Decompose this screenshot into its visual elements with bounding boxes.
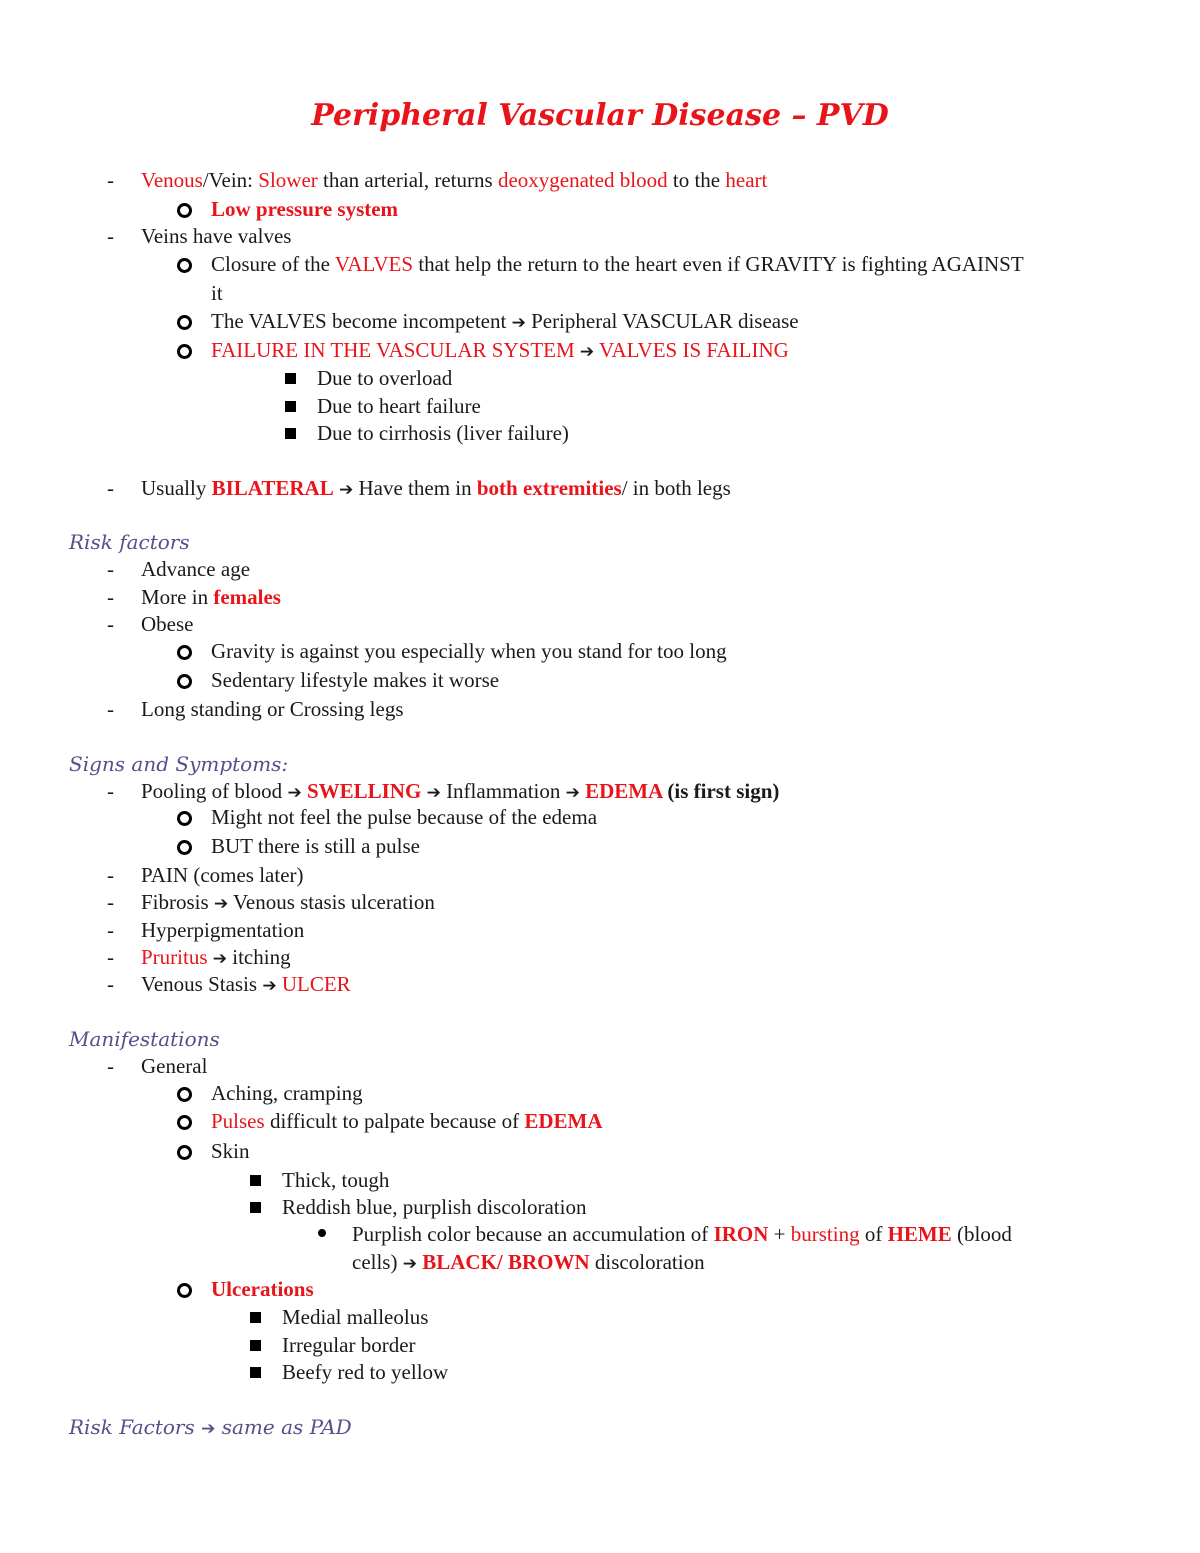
square-bullet bbox=[285, 373, 296, 384]
venous-line: Venous/Vein: Slower than arterial, returns deoxygenated blood to the heart bbox=[141, 168, 768, 192]
square-bullet bbox=[250, 1175, 261, 1186]
circle-bullet bbox=[177, 811, 192, 826]
failure-line: FAILURE IN THE VASCULAR SYSTEM ➔ VALVES IS FAILING bbox=[211, 338, 789, 362]
dash-bullet: - bbox=[107, 863, 114, 887]
risk-item: More in females bbox=[141, 585, 281, 609]
square-bullet bbox=[250, 1202, 261, 1213]
circle-bullet bbox=[177, 344, 192, 359]
risk-item: Advance age bbox=[141, 557, 251, 581]
arrow-icon: ➔ bbox=[287, 783, 302, 803]
square-bullet bbox=[285, 428, 296, 439]
ulcerations-line: Ulcerations bbox=[211, 1277, 314, 1301]
dash-bullet: - bbox=[107, 557, 114, 581]
obese-sub-item: Sedentary lifestyle makes it worse bbox=[211, 668, 500, 692]
circle-bullet bbox=[177, 1087, 192, 1102]
low-pressure-line: Low pressure system bbox=[211, 197, 399, 221]
skin-item: Reddish blue, purplish discoloration bbox=[282, 1195, 587, 1219]
general-sub-item: Skin bbox=[211, 1139, 250, 1163]
arrow-icon: ➔ bbox=[338, 480, 354, 500]
circle-bullet bbox=[177, 203, 192, 218]
dash-bullet: - bbox=[107, 612, 114, 636]
arrow-icon: ➔ bbox=[212, 949, 228, 969]
risk-item: Obese bbox=[141, 612, 194, 636]
dash-bullet: - bbox=[107, 890, 114, 914]
dash-bullet: - bbox=[107, 1054, 114, 1078]
pooling-sub-item: BUT there is still a pulse bbox=[211, 834, 421, 858]
arrow-icon: ➔ bbox=[402, 1254, 417, 1274]
square-bullet bbox=[250, 1312, 261, 1323]
closure-line-cont: it bbox=[211, 281, 223, 305]
skin-item: Thick, tough bbox=[282, 1168, 390, 1192]
circle-bullet bbox=[177, 1283, 192, 1298]
general-sub-item: Pulses difficult to palpate because of EDEMA bbox=[211, 1109, 603, 1133]
section-heading-risk-factors-pad: Risk Factors ➔ same as PAD bbox=[69, 1415, 352, 1439]
sign-item: Venous Stasis ➔ ULCER bbox=[141, 972, 351, 996]
circle-bullet bbox=[177, 1145, 192, 1160]
incompetent-line: The VALVES become incompetent ➔ Peripheral VASCULAR disease bbox=[211, 309, 799, 333]
risk-item: Long standing or Crossing legs bbox=[141, 697, 404, 721]
dash-bullet: - bbox=[107, 972, 114, 996]
bilateral-line: Usually BILATERAL ➔ Have them in both extremities/ in both legs bbox=[141, 476, 731, 500]
purplish-line: Purplish color because an accumulation of IRON + bursting of HEME (blood bbox=[352, 1222, 1012, 1246]
circle-bullet bbox=[177, 1115, 192, 1130]
manifestation-item: General bbox=[141, 1054, 208, 1078]
section-heading-risk-factors: Risk factors bbox=[69, 530, 190, 554]
dash-bullet: - bbox=[107, 945, 114, 969]
purplish-line-cont: cells) ➔ BLACK/ BROWN discoloration bbox=[352, 1250, 705, 1274]
page-title: Peripheral Vascular Disease – PVD bbox=[311, 98, 889, 133]
cause-item: Due to heart failure bbox=[317, 394, 481, 418]
arrow-icon: ➔ bbox=[511, 313, 526, 333]
dash-bullet: - bbox=[107, 697, 114, 721]
sign-item: Pruritus ➔ itching bbox=[141, 945, 291, 969]
dash-bullet: - bbox=[107, 779, 114, 803]
dash-bullet: - bbox=[107, 918, 114, 942]
pooling-line: Pooling of blood ➔ SWELLING ➔ Inflammation ➔ EDEMA (is first sign) bbox=[141, 779, 780, 803]
arrow-icon: ➔ bbox=[213, 894, 229, 914]
arrow-icon: ➔ bbox=[262, 976, 277, 996]
ulcer-item: Beefy red to yellow bbox=[282, 1360, 449, 1384]
general-sub-item: Aching, cramping bbox=[211, 1081, 363, 1105]
closure-line: Closure of the VALVES that help the return to the heart even if GRAVITY is fighting AGAINST bbox=[211, 252, 1024, 276]
dash-bullet: - bbox=[107, 168, 114, 192]
pooling-sub-item: Might not feel the pulse because of the edema bbox=[211, 805, 598, 829]
circle-bullet bbox=[177, 645, 192, 660]
circle-bullet bbox=[177, 840, 192, 855]
sign-item: PAIN (comes later) bbox=[141, 863, 304, 887]
dot-bullet bbox=[318, 1229, 326, 1237]
dash-bullet: - bbox=[107, 224, 114, 248]
circle-bullet bbox=[177, 258, 192, 273]
dash-bullet: - bbox=[107, 585, 114, 609]
section-heading-signs: Signs and Symptoms: bbox=[69, 752, 289, 776]
arrow-icon: ➔ bbox=[579, 342, 595, 362]
circle-bullet bbox=[177, 674, 192, 689]
ulcer-item: Medial malleolus bbox=[282, 1305, 429, 1329]
arrow-icon: ➔ bbox=[426, 783, 441, 803]
sign-item: Hyperpigmentation bbox=[141, 918, 305, 942]
arrow-icon: ➔ bbox=[565, 783, 580, 803]
square-bullet bbox=[285, 401, 296, 412]
section-heading-manifestations: Manifestations bbox=[69, 1027, 220, 1051]
sign-item: Fibrosis ➔ Venous stasis ulceration bbox=[141, 890, 435, 914]
cause-item: Due to overload bbox=[317, 366, 453, 390]
ulcer-item: Irregular border bbox=[282, 1333, 416, 1357]
cause-item: Due to cirrhosis (liver failure) bbox=[317, 421, 569, 445]
square-bullet bbox=[250, 1367, 261, 1378]
dash-bullet: - bbox=[107, 476, 114, 500]
circle-bullet bbox=[177, 315, 192, 330]
arrow-icon: ➔ bbox=[201, 1419, 216, 1439]
square-bullet bbox=[250, 1340, 261, 1351]
obese-sub-item: Gravity is against you especially when you stand for too long bbox=[211, 639, 727, 663]
veins-valves-line: Veins have valves bbox=[141, 224, 292, 248]
